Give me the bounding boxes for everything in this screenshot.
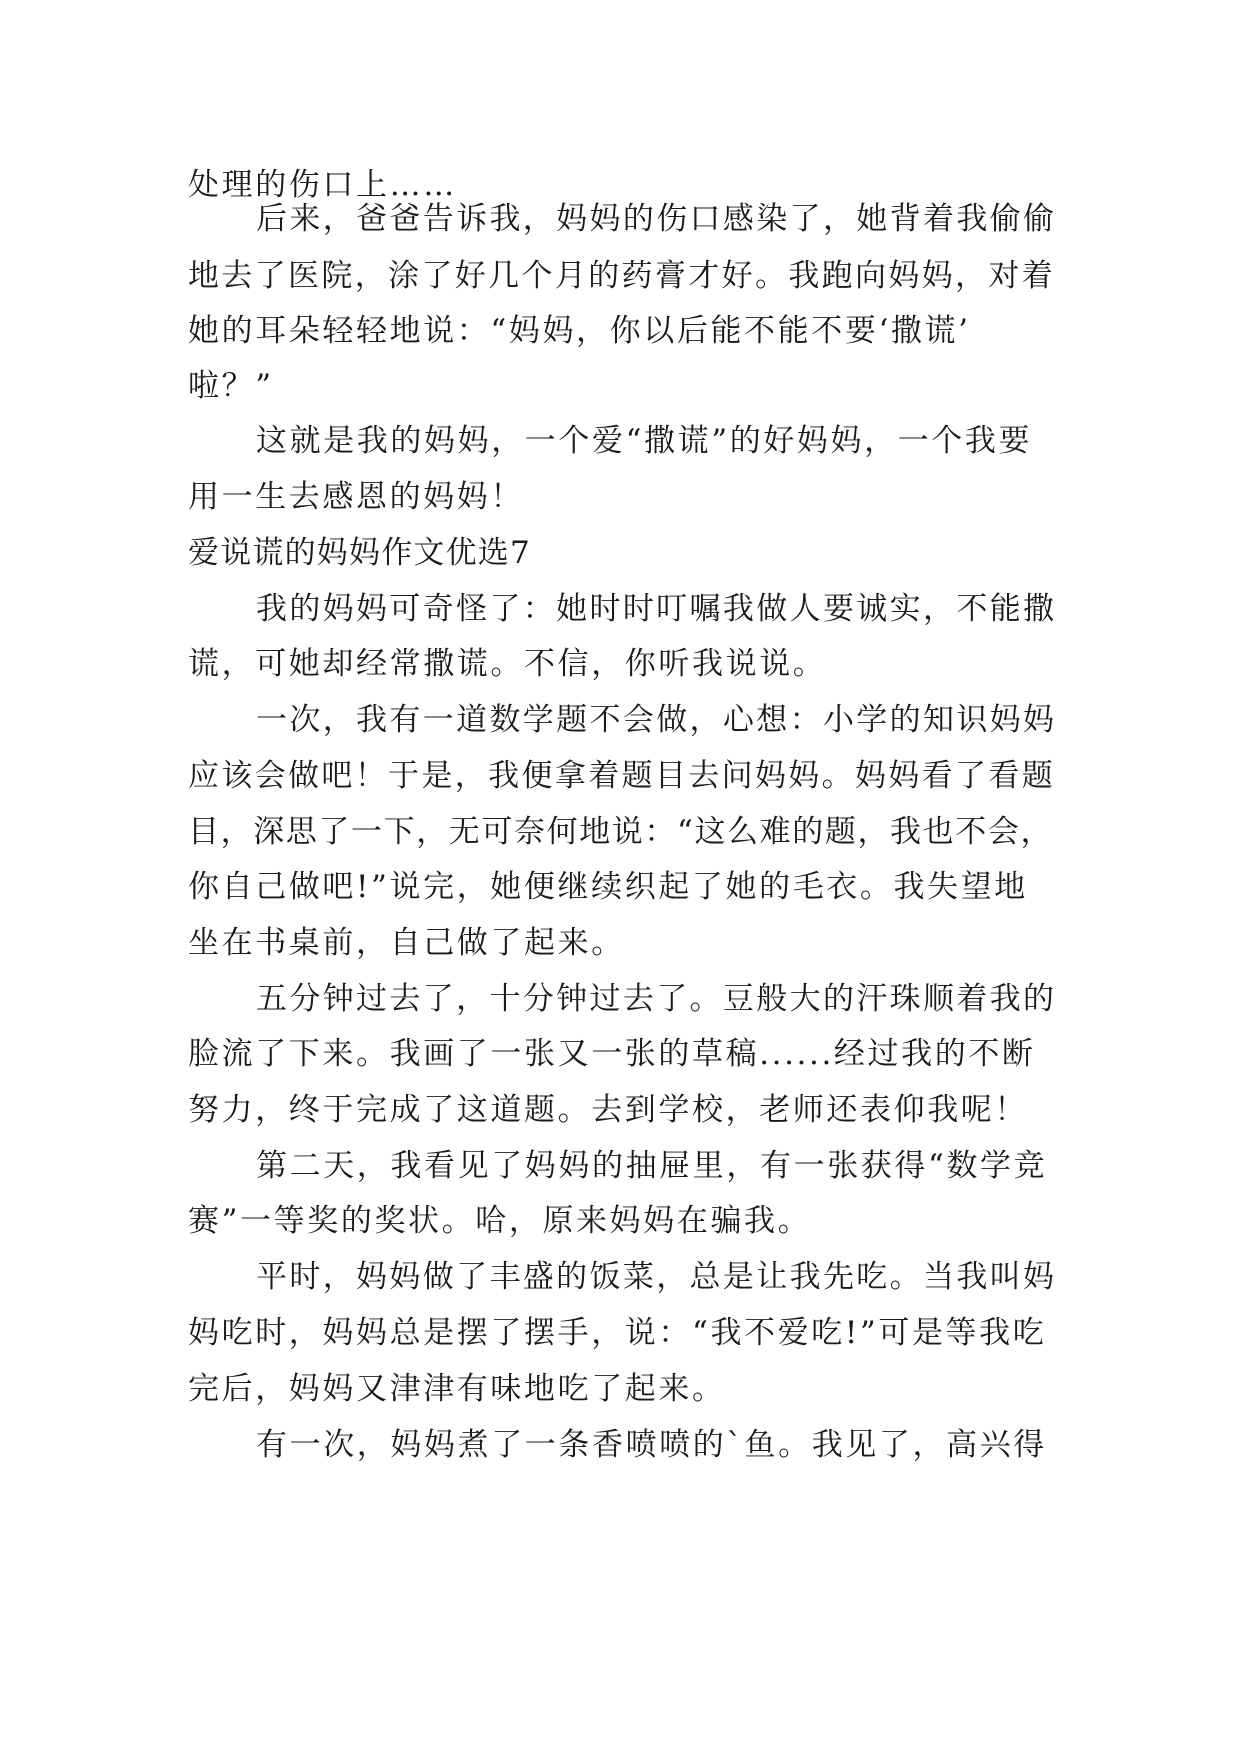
text-line: 赛”一等奖的奖状。哈，原来妈妈在骗我。 <box>188 1203 812 1239</box>
text-line: 谎，可她却经常撒谎。不信，你听我说说。 <box>188 646 827 682</box>
text-line: 目，深思了一下，无可奈何地说：“这么难的题，我也不会， <box>188 814 1054 850</box>
text-line: 这就是我的妈妈，一个爱“撒谎”的好妈妈，一个我要 <box>256 423 1033 459</box>
text-line: 后来，爸爸告诉我，妈妈的伤口感染了，她背着我偷偷 <box>256 201 1057 237</box>
text-line: 第二天，我看见了妈妈的抽屉里，有一张获得“数学竞 <box>256 1148 1048 1184</box>
text-line: 完后，妈妈又津津有味地吃了起来。 <box>188 1371 726 1407</box>
section-heading: 爱说谎的妈妈作文优选7 <box>188 535 531 571</box>
text-line: 坐在书桌前，自己做了起来。 <box>188 925 625 961</box>
text-line: 努力，终于完成了这道题。去到学校，老师还表仰我呢！ <box>188 1092 1028 1128</box>
text-line: 有一次，妈妈煮了一条香喷喷的`鱼。我见了，高兴得 <box>256 1427 1047 1463</box>
text-line: 她的耳朵轻轻地说：“妈妈，你以后能不能不要‘撒谎’ <box>188 313 971 349</box>
text-line: 五分钟过去了，十分钟过去了。豆般大的汗珠顺着我的 <box>256 981 1057 1017</box>
text-line: 脸流了下来。我画了一张又一张的草稿......经过我的不断 <box>188 1036 1036 1072</box>
text-line: 啦？” <box>188 368 274 404</box>
text-line: 妈吃时，妈妈总是摆了摆手，说：“我不爱吃!”可是等我吃 <box>188 1315 1047 1351</box>
text-line: 我的妈妈可奇怪了：她时时叮嘱我做人要诚实，不能撒 <box>256 591 1057 627</box>
text-line: 你自己做吧!”说完，她便继续织起了她的毛衣。我失望地 <box>188 869 1028 905</box>
text-line: 处理的伤口上…… <box>188 167 457 203</box>
text-line: 一次，我有一道数学题不会做，心想：小学的知识妈妈 <box>256 702 1057 738</box>
text-line: 用一生去感恩的妈妈！ <box>188 479 524 515</box>
text-line: 地去了医院，涂了好几个月的药膏才好。我跑向妈妈，对着 <box>188 258 1056 294</box>
text-line: 应该会做吧！于是，我便拿着题目去问妈妈。妈妈看了看题 <box>188 758 1056 794</box>
text-line: 平时，妈妈做了丰盛的饭菜，总是让我先吃。当我叫妈 <box>256 1259 1057 1295</box>
